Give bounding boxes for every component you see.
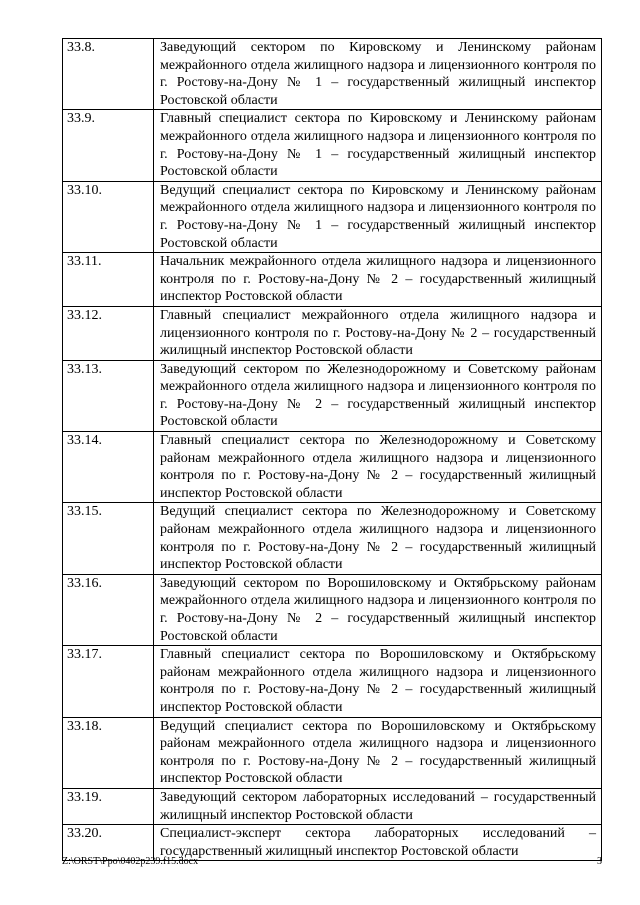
row-number: 33.10. <box>63 181 154 252</box>
footer-page-number: 3 <box>597 856 602 867</box>
position-title: Заведующий сектором по Железнодорожному и Советскому районам межрайонного отдела жилищного надзора и лицензионного контроля по г. Ростову-на-Дону № 2 – государственный жилищный инспектор Ростовской области <box>154 360 602 431</box>
position-title: Главный специалист сектора по Железнодорожному и Советскому районам межрайонного отдела жилищного надзора и лицензионного контроля по г. Ростову-на-Дону № 2 – государственный жилищный инспектор Ростовской области <box>154 432 602 503</box>
position-title: Главный специалист сектора по Кировскому и Ленинскому районам межрайонного отдела жилищного надзора и лицензионного контроля по г. Ростову-на-Дону № 1 – государственный жилищный инспектор Ростовской области <box>154 110 602 181</box>
row-number: 33.9. <box>63 110 154 181</box>
table-row <box>63 39 602 110</box>
position-title: Начальник межрайонного отдела жилищного надзора и лицензионного контроля по г. Ростову-на-Дону № 2 – государственный жилищный инспектор Ростовской области <box>154 253 602 307</box>
table-row <box>63 253 602 307</box>
position-title: Главный специалист сектора по Ворошиловскому и Октябрьскому районам межрайонного отдела жилищного надзора и лицензионного контроля по г. Ростову-на-Дону № 2 – государственный жилищный инспектор Ростовской области <box>154 646 602 717</box>
table-row <box>63 646 602 717</box>
table-row <box>63 574 602 645</box>
row-number: 33.8. <box>63 39 154 110</box>
position-title: Ведущий специалист сектора по Ворошиловскому и Октябрьскому районам межрайонного отдела жилищного надзора и лицензионного контроля по г. Ростову-на-Дону № 2 – государственный жилищный инспектор Ростовской области <box>154 717 602 788</box>
position-title: Главный специалист межрайонного отдела жилищного надзора и лицензионного контроля по г. Ростову-на-Дону № 2 – государственный жилищный инспектор Ростовской области <box>154 306 602 360</box>
table-row <box>63 432 602 503</box>
position-title: Заведующий сектором по Ворошиловскому и Октябрьскому районам межрайонного отдела жилищного надзора и лицензионного контроля по г. Ростову-на-Дону № 2 – государственный жилищный инспектор Ростовской области <box>154 574 602 645</box>
table-row <box>63 788 602 824</box>
table-row <box>63 110 602 181</box>
positions-table <box>62 38 602 861</box>
row-number: 33.11. <box>63 253 154 307</box>
row-number: 33.17. <box>63 646 154 717</box>
position-title: Ведущий специалист сектора по Кировскому и Ленинскому районам межрайонного отдела жилищного надзора и лицензионного контроля по г. Ростову-на-Дону № 1 – государственный жилищный инспектор Ростовской области <box>154 181 602 252</box>
row-number: 33.16. <box>63 574 154 645</box>
row-number: 33.19. <box>63 788 154 824</box>
row-number: 33.14. <box>63 432 154 503</box>
row-number: 33.20. <box>63 825 154 861</box>
position-title: Ведущий специалист сектора по Железнодорожному и Советскому районам межрайонного отдела жилищного надзора и лицензионного контроля по г. Ростову-на-Дону № 2 – государственный жилищный инспектор Ростовской области <box>154 503 602 574</box>
table-row <box>63 503 602 574</box>
table-row <box>63 360 602 431</box>
table-row <box>63 306 602 360</box>
row-number: 33.15. <box>63 503 154 574</box>
table-row <box>63 181 602 252</box>
positions-table-body <box>63 39 602 861</box>
position-title: Заведующий сектором лабораторных исследований – государственный жилищный инспектор Ростовской области <box>154 788 602 824</box>
footer-file-path: Z:\ORST\Ppo\0402p239.f15.docx <box>62 856 199 867</box>
row-number: 33.12. <box>63 306 154 360</box>
row-number: 33.13. <box>63 360 154 431</box>
position-title: Специалист-эксперт сектора лабораторных исследований – государственный жилищный инспектор Ростовской области <box>154 825 602 861</box>
table-row <box>63 717 602 788</box>
row-number: 33.18. <box>63 717 154 788</box>
position-title: Заведующий сектором по Кировскому и Ленинскому районам межрайонного отдела жилищного надзора и лицензионного контроля по г. Ростову-на-Дону № 1 – государственный жилищный инспектор Ростовской области <box>154 39 602 110</box>
